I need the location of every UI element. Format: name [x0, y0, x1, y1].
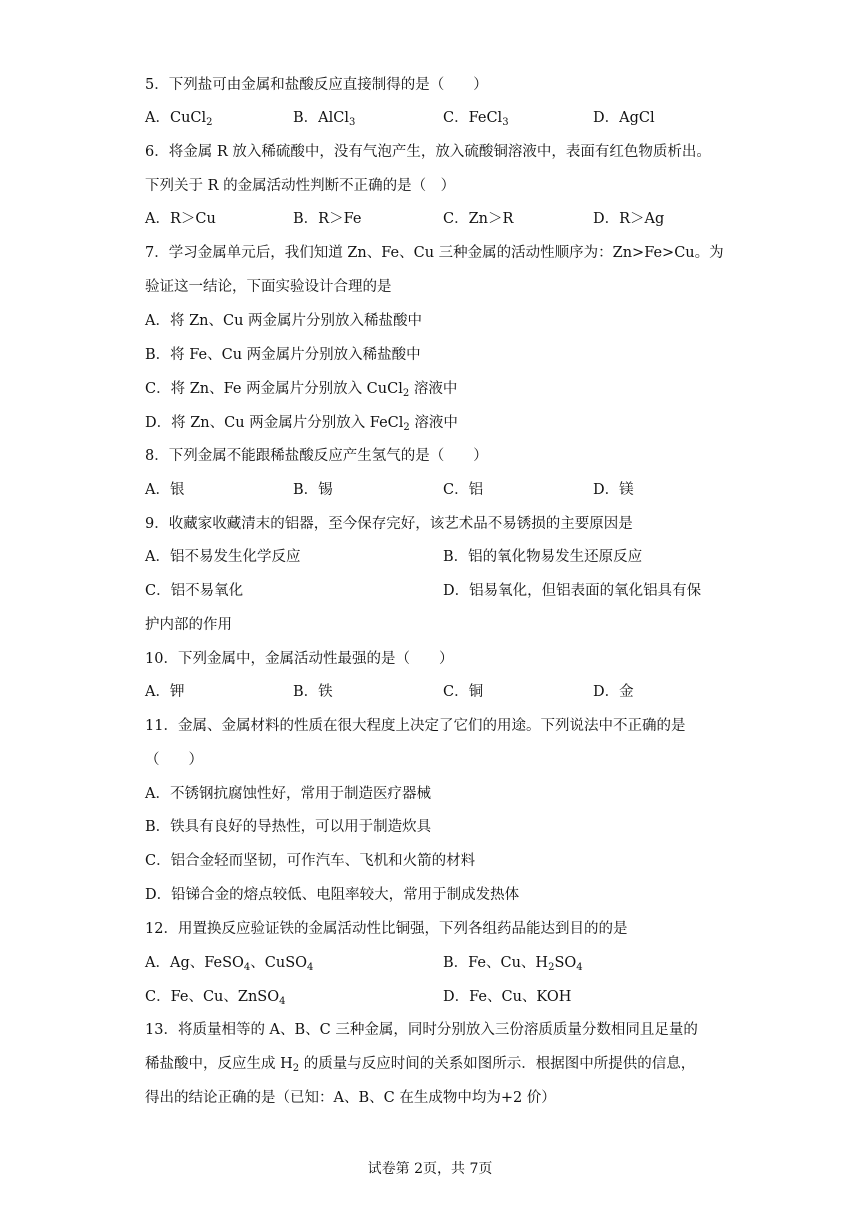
- page-footer: 试卷第 2页，共 7页: [367, 1161, 493, 1177]
- q6-option-b: B．R＞Fe: [293, 211, 362, 227]
- q12-stem: 12．用置换反应验证铁的金属活动性比铜强，下列各组药品能达到目的的是: [145, 921, 628, 937]
- q7-option-d: D．将 Zn、Cu 两金属片分别放入 FeCl$_2$ 溶液中: [145, 415, 458, 433]
- q8-stem: 8．下列金属不能跟稀盐酸反应产生氢气的是（ ）: [145, 448, 488, 464]
- q8-option-b: B．锡: [293, 482, 333, 498]
- q7-stem-line1: 7．学习金属单元后，我们知道 Zn、Fe、Cu 三种金属的活动性顺序为：Zn>Fe>Cu。为: [145, 245, 724, 261]
- q5-option-c: C．FeCl$_3$: [443, 110, 509, 128]
- q8-option-c: C．铝: [443, 482, 484, 498]
- q9-option-c: C．铝不易氧化: [145, 583, 244, 599]
- q13-stem-line3: 得出的结论正确的是（已知：A、B、C 在生成物中均为+2 价）: [145, 1090, 556, 1106]
- q12-option-d: D．Fe、Cu、KOH: [443, 989, 572, 1005]
- q6-option-c: C．Zn＞R: [443, 211, 514, 227]
- q5-option-a: A．CuCl$_2$: [145, 110, 213, 128]
- q11-option-a: A．不锈钢抗腐蚀性好，常用于制造医疗器械: [145, 786, 431, 802]
- q11-stem-line1: 11．金属、金属材料的性质在很大程度上决定了它们的用途。下列说法中不正确的是: [145, 718, 686, 734]
- q7-option-a: A．将 Zn、Cu 两金属片分别放入稀盐酸中: [145, 313, 423, 329]
- q8-option-d: D．镁: [593, 482, 634, 498]
- q10-option-a: A．钾: [145, 684, 185, 700]
- q6-option-d: D．R＞Ag: [593, 211, 665, 227]
- q9-stem: 9．收藏家收藏清末的铝器，至今保存完好，该艺术品不易锈损的主要原因是: [145, 516, 633, 532]
- q7-option-b: B．将 Fe、Cu 两金属片分别放入稀盐酸中: [145, 347, 421, 363]
- q5-stem: 5．下列盐可由金属和盐酸反应直接制得的是（ ）: [145, 77, 488, 93]
- q6-option-a: A．R＞Cu: [145, 211, 216, 227]
- q11-option-b: B．铁具有良好的导热性，可以用于制造炊具: [145, 819, 432, 835]
- q11-option-d: D．铅锑合金的熔点较低、电阻率较大，常用于制成发热体: [145, 887, 520, 903]
- q5-option-b: B．AlCl$_3$: [293, 110, 356, 128]
- q9-option-d-continued: 护内部的作用: [145, 617, 232, 633]
- q7-stem-line2: 验证这一结论，下面实验设计合理的是: [145, 279, 392, 295]
- q9-option-b: B．铝的氧化物易发生还原反应: [443, 549, 643, 565]
- q10-stem: 10．下列金属中，金属活动性最强的是（ ）: [145, 651, 454, 667]
- q6-stem-line2: 下列关于 R 的金属活动性判断不正确的是（ ）: [145, 178, 456, 194]
- q9-option-d: D．铝易氧化，但铝表面的氧化铝具有保: [443, 583, 702, 599]
- q10-option-d: D．金: [593, 684, 634, 700]
- q12-option-b: B．Fe、Cu、$H_2SO_4$: [443, 955, 583, 973]
- q13-stem-line2: 稀盐酸中，反应生成 $H_2$ 的质量与反应时间的关系如图所示．根据图中所提供的信息，: [145, 1056, 696, 1074]
- q12-option-c: C．Fe、Cu、ZnSO$_4$: [145, 989, 286, 1007]
- q8-option-a: A．银: [145, 482, 185, 498]
- q13-stem-line1: 13．将质量相等的 A、B、C 三种金属，同时分别放入三份溶质质量分数相同且足量的: [145, 1022, 698, 1038]
- q11-option-c: C．铝合金轻而坚韧，可作汽车、飞机和火箭的材料: [145, 853, 476, 869]
- q5-option-d: D．AgCl: [593, 110, 655, 126]
- q9-option-a: A．铝不易发生化学反应: [145, 549, 301, 565]
- q10-option-c: C．铜: [443, 684, 484, 700]
- q7-option-c: C．将 Zn、Fe 两金属片分别放入 CuCl$_2$ 溶液中: [145, 381, 458, 399]
- q12-option-a: A．Ag、FeSO$_4$、CuSO$_4$: [145, 955, 314, 973]
- q6-stem-line1: 6．将金属 R 放入稀硫酸中，没有气泡产生，放入硫酸铜溶液中，表面有红色物质析出。: [145, 144, 711, 160]
- q11-stem-line2: （ ）: [145, 752, 203, 768]
- q10-option-b: B．铁: [293, 684, 333, 700]
